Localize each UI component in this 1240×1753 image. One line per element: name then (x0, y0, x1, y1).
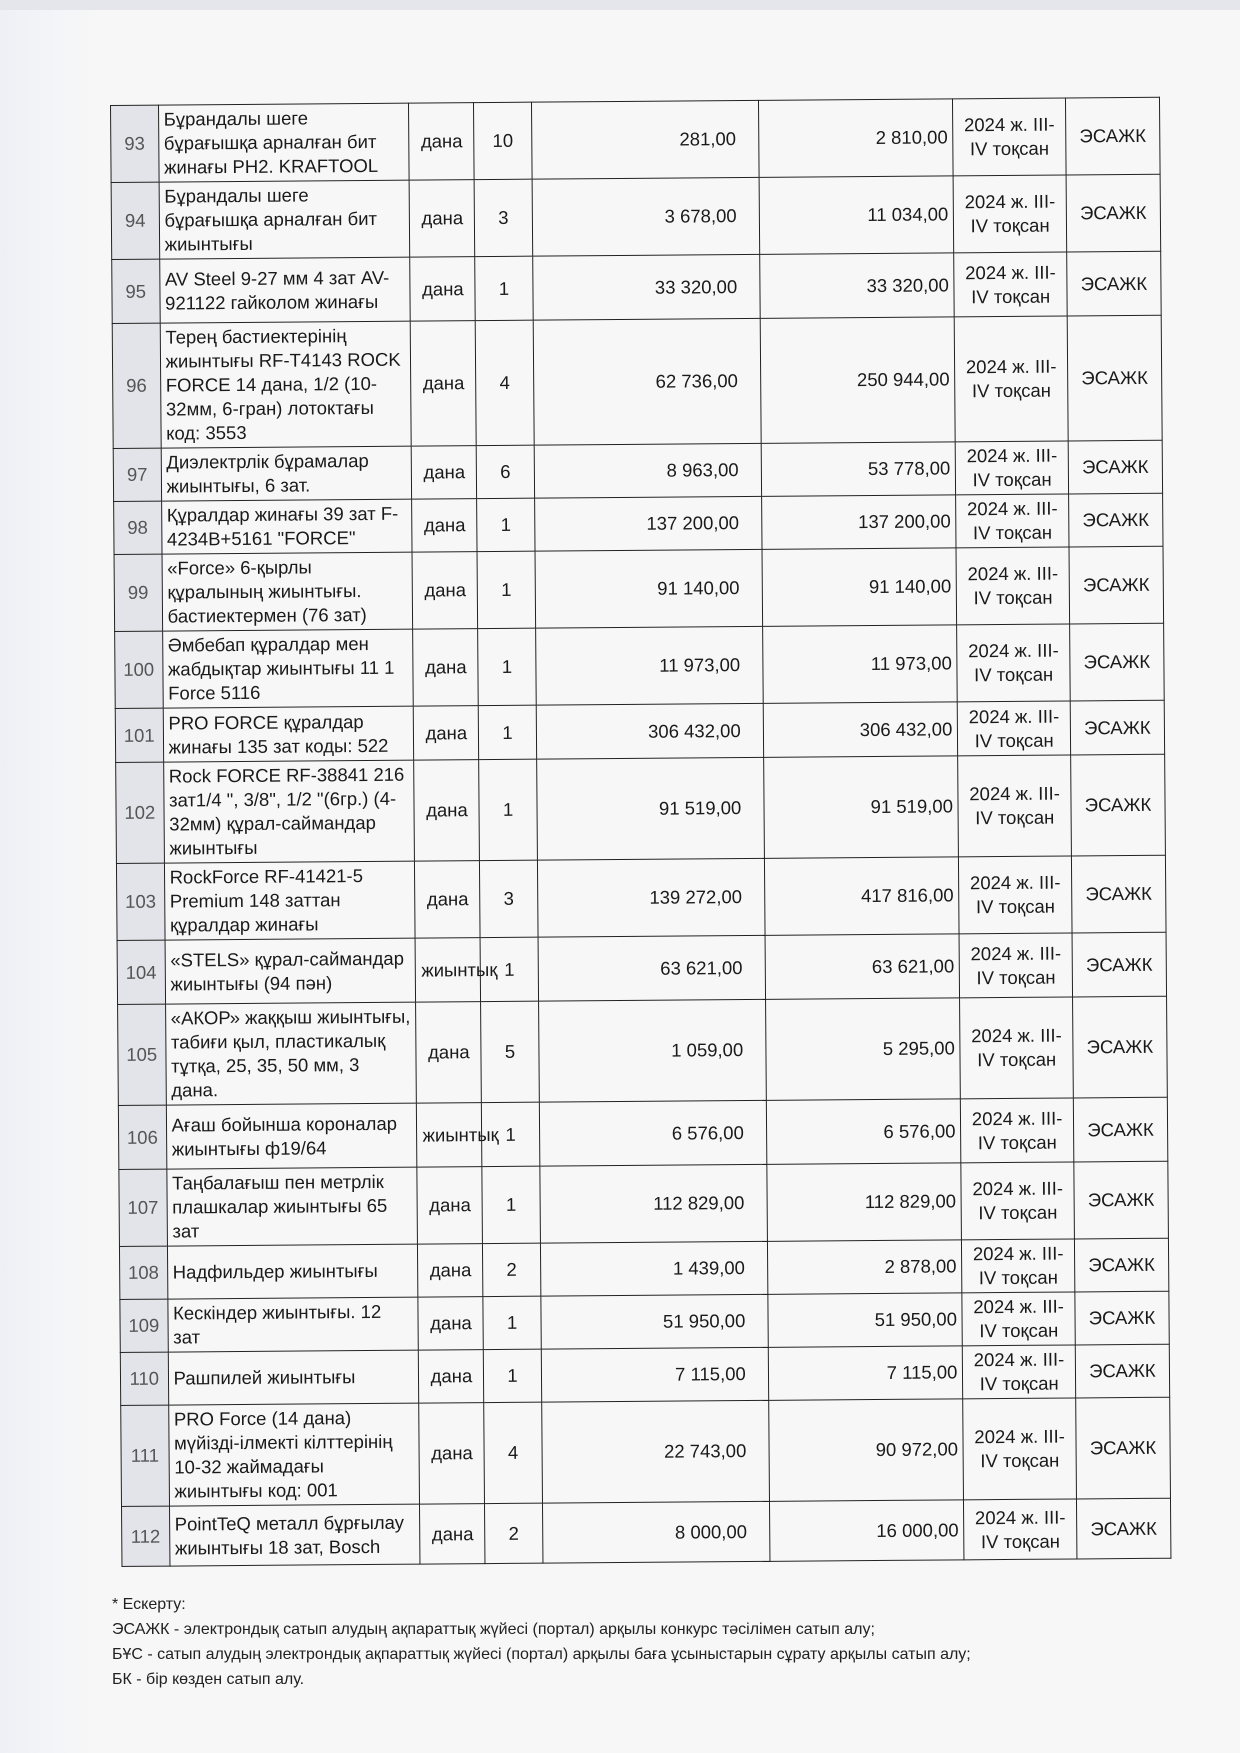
total-amount: 137 200,00 (761, 495, 956, 550)
procurement-method: ЭСАЖК (1074, 1238, 1169, 1292)
procurement-period: 2024 ж. III-IV тоқсан (956, 494, 1069, 548)
row-number: 109 (120, 1299, 168, 1352)
procurement-period: 2024 ж. III-IV тоқсан (962, 1239, 1075, 1293)
item-name: Терең бастиектерінің жиынтығы RF-T4143 ROCK FORCE 14 дана, 1/2 (10-32мм, 6-гран) лотоктағы код: 3553 (160, 321, 412, 448)
unit-price: 1 059,00 (538, 999, 766, 1102)
footnote (112, 1592, 1212, 1692)
total-amount: 63 621,00 (765, 934, 960, 1000)
unit-of-measure: дана (413, 629, 478, 707)
total-amount: 91 519,00 (763, 756, 958, 859)
procurement-period: 2024 ж. III-IV тоқсан (963, 1398, 1076, 1500)
table-row (112, 315, 1162, 448)
unit-of-measure: дана (412, 499, 477, 553)
item-name: PRO FORCE құралдар жинағы 135 зат коды: 522 (163, 706, 414, 762)
procurement-method: ЭСАЖК (1069, 546, 1164, 624)
procurement-method: ЭСАЖК (1072, 996, 1167, 1098)
quantity: 6 (477, 445, 535, 498)
table-row (113, 440, 1162, 501)
procurement-method: ЭСАЖК (1075, 1344, 1170, 1398)
unit-of-measure: дана (415, 861, 480, 939)
procurement-method: ЭСАЖК (1068, 493, 1163, 547)
quantity: 1 (475, 256, 533, 320)
procurement-period: 2024 ж. III-IV тоқсан (958, 701, 1071, 756)
table-row (121, 1397, 1171, 1506)
procurement-period: 2024 ж. III-IV тоқсан (958, 755, 1071, 857)
unit-price: 112 829,00 (540, 1164, 768, 1243)
item-name: PRO Force (14 дана) мүйізді-ілмекті кілттерінің 10-32 жаймадағы жиынтығы код: 001 (168, 1403, 420, 1506)
unit-price: 7 115,00 (541, 1347, 769, 1402)
row-number: 107 (119, 1169, 167, 1246)
total-amount: 90 972,00 (768, 1399, 963, 1502)
table-row (115, 623, 1165, 708)
procurement-table (110, 97, 1171, 1567)
unit-price: 62 736,00 (533, 318, 761, 445)
item-name: Таңбалағыш пен метрлік плашкалар жиынтығы 65 зат (166, 1167, 417, 1246)
table-row (120, 1344, 1169, 1405)
unit-of-measure: дана (412, 446, 477, 500)
item-name: AV Steel 9-27 мм 4 зат AV-921122 гайколом жинағы (159, 257, 410, 323)
unit-price: 33 320,00 (532, 254, 760, 320)
footnote-line-esazhk: ЭСАЖК - электрондық сатып алудың ақпараттық жүйесі (портал) арқылы конкурс тәсілімен сатып алу; (112, 1621, 875, 1638)
unit-price: 11 973,00 (535, 626, 763, 705)
unit-price: 51 950,00 (541, 1294, 769, 1349)
table-row (115, 700, 1164, 762)
unit-price: 139 272,00 (537, 858, 765, 937)
procurement-period: 2024 ж. III-IV тоқсан (964, 1499, 1077, 1560)
row-number: 108 (119, 1246, 167, 1299)
item-name: Ағаш бойынша короналар жиынтығы ф19/64 (166, 1103, 417, 1169)
unit-of-measure: дана (414, 706, 479, 761)
procurement-method: ЭСАЖК (1069, 623, 1164, 701)
procurement-period: 2024 ж. III-IV тоқсан (962, 1292, 1075, 1346)
table-row (122, 1498, 1171, 1566)
unit-of-measure: жиынтық (416, 938, 481, 1003)
quantity: 3 (474, 179, 532, 256)
total-amount: 250 944,00 (760, 317, 956, 444)
procurement-method: ЭСАЖК (1076, 1397, 1171, 1499)
quantity: 3 (480, 860, 538, 937)
table-row (116, 754, 1166, 863)
item-name: Әмбебап құралдар мен жабдықтар жиынтығы 11 1 Force 5116 (162, 629, 413, 708)
item-name: «STELS» құрал-саймандар жиынтығы (94 пән) (165, 938, 416, 1004)
unit-of-measure: дана (412, 552, 477, 630)
total-amount: 306 432,00 (763, 702, 958, 758)
quantity: 1 (479, 705, 537, 759)
total-amount: 417 816,00 (764, 857, 959, 936)
item-name: Құралдар жинағы 39 зат F-4234B+5161 "FORCE" (161, 499, 412, 554)
row-number: 96 (112, 323, 161, 448)
unit-price: 1 439,00 (540, 1241, 768, 1296)
procurement-period: 2024 ж. III-IV тоқсан (963, 1345, 1076, 1399)
procurement-method: ЭСАЖК (1070, 700, 1165, 755)
footnote-line-bus: БҰС - сатып алудың электрондық ақпараттық жүйесі (портал) арқылы баға ұсыныстарын сұрату арқылы сатып алу; (112, 1646, 971, 1663)
unit-of-measure: дана (419, 1350, 484, 1404)
unit-of-measure: дана (409, 103, 474, 181)
procurement-method: ЭСАЖК (1067, 251, 1162, 316)
table-row (118, 1097, 1167, 1169)
table-row (119, 1238, 1168, 1299)
item-name: PointTeQ металл бұрғылау жиынтығы 18 зат, Bosch (169, 1504, 420, 1566)
procurement-method: ЭСАЖК (1068, 440, 1163, 494)
total-amount: 2 878,00 (767, 1240, 962, 1295)
procurement-method: ЭСАЖК (1076, 1498, 1171, 1559)
item-name: «АКОР» жаққыш жиынтығы, табиғи қыл, пластикалық тұтқа, 25, 35, 50 мм, 3 дана. (165, 1002, 417, 1105)
item-name: Бұрандалы шеге бұрағышқа арналған бит жинағы PH2. KRAFTOOL (158, 103, 409, 182)
row-number: 106 (118, 1105, 166, 1169)
item-name: Надфильдер жиынтығы (167, 1244, 418, 1299)
unit-price: 137 200,00 (534, 496, 762, 551)
table-row (120, 1291, 1169, 1352)
table-row (118, 996, 1168, 1105)
procurement-period: 2024 ж. III-IV тоқсан (957, 624, 1070, 702)
item-name: Рашпилей жиынтығы (168, 1350, 419, 1405)
procurement-period: 2024 ж. III-IV тоқсан (961, 1162, 1074, 1240)
procurement-method: ЭСАЖК (1066, 174, 1161, 252)
table-body (111, 97, 1171, 1566)
procurement-method: ЭСАЖК (1072, 932, 1167, 997)
table-row (119, 1161, 1169, 1246)
row-number: 100 (115, 631, 163, 708)
quantity: 4 (484, 1402, 542, 1503)
quantity: 2 (483, 1243, 541, 1296)
quantity: 1 (482, 1102, 540, 1166)
row-number: 99 (114, 554, 162, 631)
unit-price: 91 140,00 (535, 549, 763, 628)
row-number: 111 (121, 1405, 169, 1506)
row-number: 103 (116, 863, 164, 940)
item-name: «Force» 6-қырлы құралының жиынтығы. бастиектермен (76 зат) (162, 552, 413, 631)
total-amount: 33 320,00 (759, 253, 954, 319)
total-amount: 112 829,00 (767, 1163, 962, 1242)
table-row (111, 97, 1161, 182)
unit-of-measure: дана (418, 1244, 483, 1298)
quantity: 2 (485, 1503, 543, 1563)
row-number: 95 (112, 259, 160, 323)
quantity: 1 (484, 1349, 542, 1402)
unit-of-measure: дана (420, 1504, 485, 1565)
procurement-period: 2024 ж. III-IV тоқсан (955, 316, 1068, 442)
row-number: 97 (113, 448, 161, 501)
procurement-period: 2024 ж. III-IV тоқсан (960, 997, 1073, 1099)
footnote-title: * Ескерту: (112, 1596, 186, 1613)
total-amount: 91 140,00 (762, 548, 957, 627)
row-number: 110 (120, 1352, 168, 1405)
row-number: 112 (122, 1506, 170, 1566)
item-name: RockForce RF-41421-5 Premium 148 заттан құралдар жинағы (164, 861, 415, 940)
procurement-period: 2024 ж. III-IV тоқсан (959, 933, 1072, 998)
item-name: Rock FORCE RF-38841 216 зат1/4 ", 3/8", 1/2 "(6гр.) (4-32мм) құрал-саймандар жиынтығы (163, 760, 415, 863)
table-row (112, 251, 1161, 323)
item-name: Кескіндер жиынтығы. 12 зат (167, 1297, 418, 1352)
procurement-method: ЭСАЖК (1071, 855, 1166, 933)
quantity: 1 (483, 1296, 541, 1349)
procurement-period: 2024 ж. III-IV тоқсан (956, 547, 1069, 625)
total-amount: 6 576,00 (766, 1099, 961, 1165)
procurement-method: ЭСАЖК (1073, 1097, 1168, 1162)
quantity: 1 (479, 759, 537, 860)
table-row (114, 493, 1163, 554)
table-row (116, 855, 1166, 940)
item-name: Бұрандалы шеге бұрағышқа арналған бит жиынтығы (159, 180, 410, 259)
table-row (114, 546, 1164, 631)
unit-of-measure: дана (416, 1002, 482, 1104)
quantity: 1 (477, 498, 535, 551)
table-row (111, 174, 1161, 259)
unit-price: 306 432,00 (536, 703, 764, 759)
unit-of-measure: дана (418, 1297, 483, 1351)
procurement-period: 2024 ж. III-IV тоқсан (956, 441, 1069, 495)
unit-price: 63 621,00 (538, 935, 766, 1001)
procurement-period: 2024 ж. III-IV тоқсан (953, 175, 1066, 253)
scan-margin-top (0, 0, 1240, 10)
quantity: 1 (478, 628, 536, 705)
unit-price: 8 000,00 (542, 1501, 770, 1563)
unit-price: 281,00 (531, 100, 759, 179)
total-amount: 11 973,00 (762, 625, 957, 704)
procurement-table-sheet (110, 97, 1171, 1567)
procurement-period: 2024 ж. III-IV тоқсан (961, 1098, 1074, 1163)
procurement-method: ЭСАЖК (1071, 754, 1166, 856)
total-amount: 2 810,00 (758, 99, 953, 178)
unit-of-measure: дана (414, 760, 480, 862)
row-number: 104 (117, 940, 165, 1004)
unit-price: 6 576,00 (539, 1100, 767, 1166)
total-amount: 53 778,00 (761, 442, 956, 497)
table-row (117, 932, 1166, 1004)
quantity: 10 (474, 102, 532, 179)
total-amount: 11 034,00 (759, 176, 954, 255)
total-amount: 7 115,00 (768, 1346, 963, 1401)
scan-margin-left (0, 0, 96, 1753)
quantity: 4 (476, 320, 534, 445)
procurement-method: ЭСАЖК (1065, 97, 1160, 175)
unit-of-measure: дана (411, 321, 477, 447)
procurement-method: ЭСАЖК (1067, 315, 1162, 441)
quantity: 1 (482, 1166, 540, 1243)
row-number: 93 (111, 105, 159, 182)
footnote-line-bk: БК - бір көзден сатып алу. (112, 1671, 305, 1688)
unit-price: 8 963,00 (534, 443, 762, 498)
quantity: 5 (481, 1001, 539, 1102)
procurement-period: 2024 ж. III-IV тоқсан (953, 98, 1066, 176)
procurement-period: 2024 ж. III-IV тоқсан (954, 252, 1067, 317)
row-number: 94 (111, 182, 159, 259)
row-number: 102 (116, 762, 164, 863)
quantity: 1 (480, 937, 538, 1001)
unit-of-measure: дана (419, 1403, 485, 1505)
total-amount: 51 950,00 (768, 1293, 963, 1348)
unit-of-measure: дана (410, 180, 475, 258)
row-number: 105 (118, 1004, 166, 1105)
unit-of-measure: дана (410, 257, 475, 322)
row-number: 101 (115, 708, 163, 762)
total-amount: 16 000,00 (769, 1500, 964, 1562)
unit-of-measure: жиынтық (417, 1103, 482, 1168)
unit-of-measure: дана (417, 1167, 482, 1245)
unit-price: 91 519,00 (536, 757, 764, 860)
unit-price: 22 743,00 (541, 1400, 769, 1503)
procurement-period: 2024 ж. III-IV тоқсан (959, 856, 1072, 934)
unit-price: 3 678,00 (532, 177, 760, 256)
procurement-method: ЭСАЖК (1075, 1291, 1170, 1345)
item-name: Диэлектрлік бұрамалар жиынтығы, 6 зат. (161, 446, 412, 501)
procurement-method: ЭСАЖК (1074, 1161, 1169, 1239)
quantity: 1 (477, 551, 535, 628)
total-amount: 5 295,00 (765, 998, 960, 1101)
row-number: 98 (114, 501, 162, 554)
